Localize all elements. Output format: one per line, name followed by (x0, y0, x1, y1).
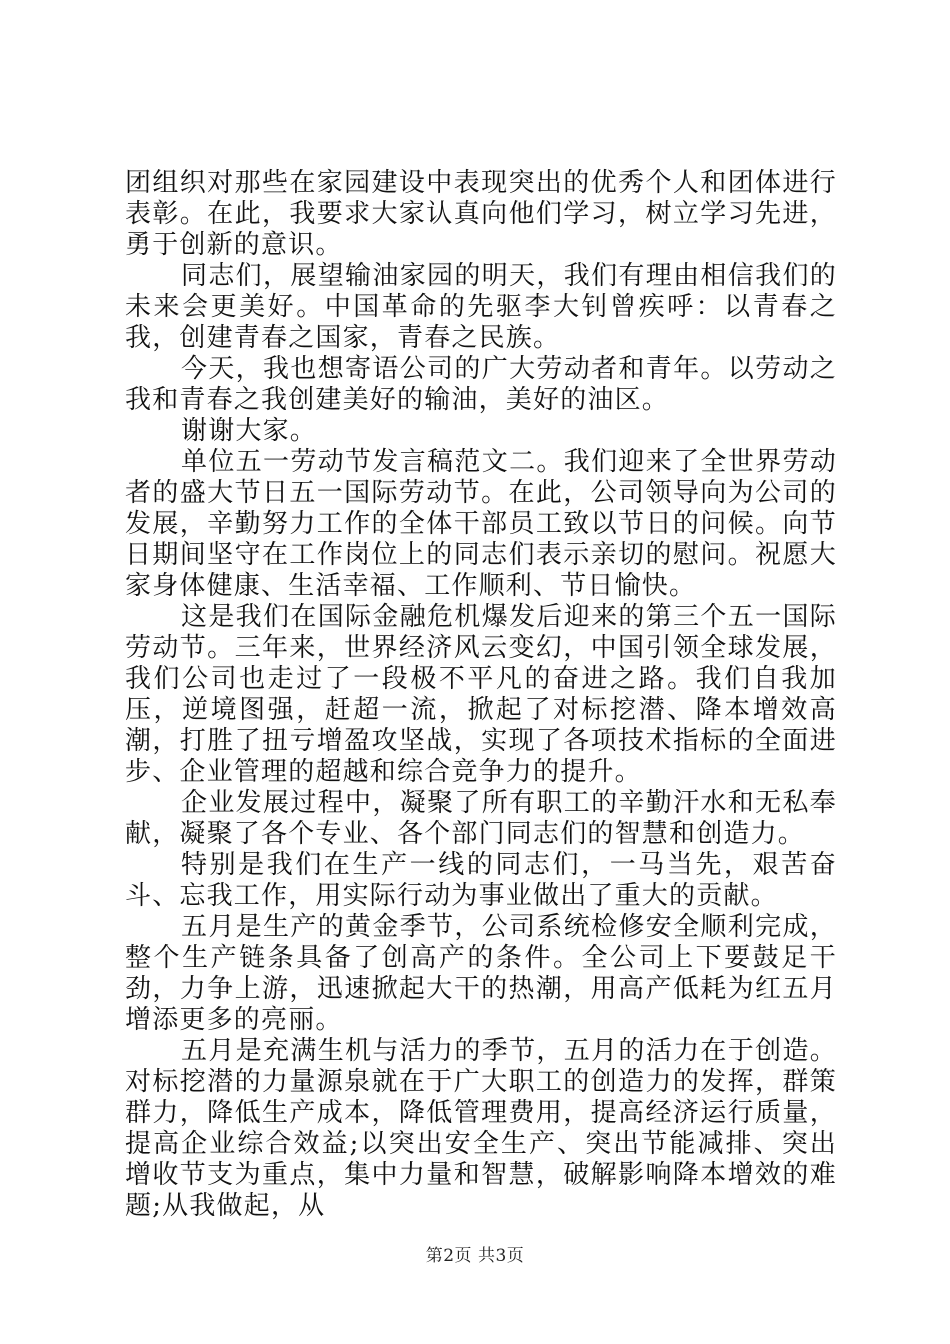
document-body (125, 168, 837, 1222)
paragraph: 同志们，展望输油家园的明天，我们有理由相信我们的未来会更美好。中国革命的先驱李大钊曾疾呼：以青春之我，创建青春之国家，青春之民族。 (125, 261, 837, 353)
paragraph: 五月是生产的黄金季节，公司系统检修安全顺利完成，整个生产链条具备了创高产的条件。全公司上下要鼓足干劲，力争上游，迅速掀起大干的热潮，用高产低耗为红五月增添更多的亮丽。 (125, 912, 837, 1035)
paragraph: 单位五一劳动节发言稿范文二。我们迎来了全世界劳动者的盛大节日五一国际劳动节。在此，公司领导向为公司的发展，辛勤努力工作的全体干部员工致以节日的问候。向节日期间坚守在工作岗位上的同志们表示亲切的慰问。祝愿大家身体健康、生活幸福、工作顺利、节日愉快。 (125, 447, 837, 601)
paragraph: 五月是充满生机与活力的季节，五月的活力在于创造。对标挖潜的力量源泉就在于广大职工的创造力的发挥，群策群力，降低生产成本，降低管理费用，提高经济运行质量，提高企业综合效益;以突出安全生产、突出节能减排、突出增收节支为重点，集中力量和智慧，破解影响降本增效的难题;从我做起，从 (125, 1036, 837, 1221)
page-number-footer: 第2页 共3页 (425, 1246, 525, 1266)
paragraph: 特别是我们在生产一线的同志们，一马当先，艰苦奋斗、忘我工作，用实际行动为事业做出了重大的贡献。 (125, 850, 837, 911)
paragraph-continuation: 团组织对那些在家园建设中表现突出的优秀个人和团体进行表彰。在此，我要求大家认真向他们学习，树立学习先进，勇于创新的意识。 (125, 168, 837, 260)
paragraph: 这是我们在国际金融危机爆发后迎来的第三个五一国际劳动节。三年来，世界经济风云变幻，中国引领全球发展，我们公司也走过了一段极不平凡的奋进之路。我们自我加压，逆境图强，赶超一流，掀起了对标挖潜、降本增效高潮，打胜了扭亏增盈攻坚战，实现了各项技术指标的全面进步、企业管理的超越和综合竞争力的提升。 (125, 602, 837, 787)
paragraph: 谢谢大家。 (181, 416, 318, 446)
paragraph: 今天，我也想寄语公司的广大劳动者和青年。以劳动之我和青春之我创建美好的输油，美好的油区。 (125, 354, 837, 415)
paragraph: 企业发展过程中，凝聚了所有职工的辛勤汗水和无私奉献，凝聚了各个专业、各个部门同志们的智慧和创造力。 (125, 788, 837, 849)
